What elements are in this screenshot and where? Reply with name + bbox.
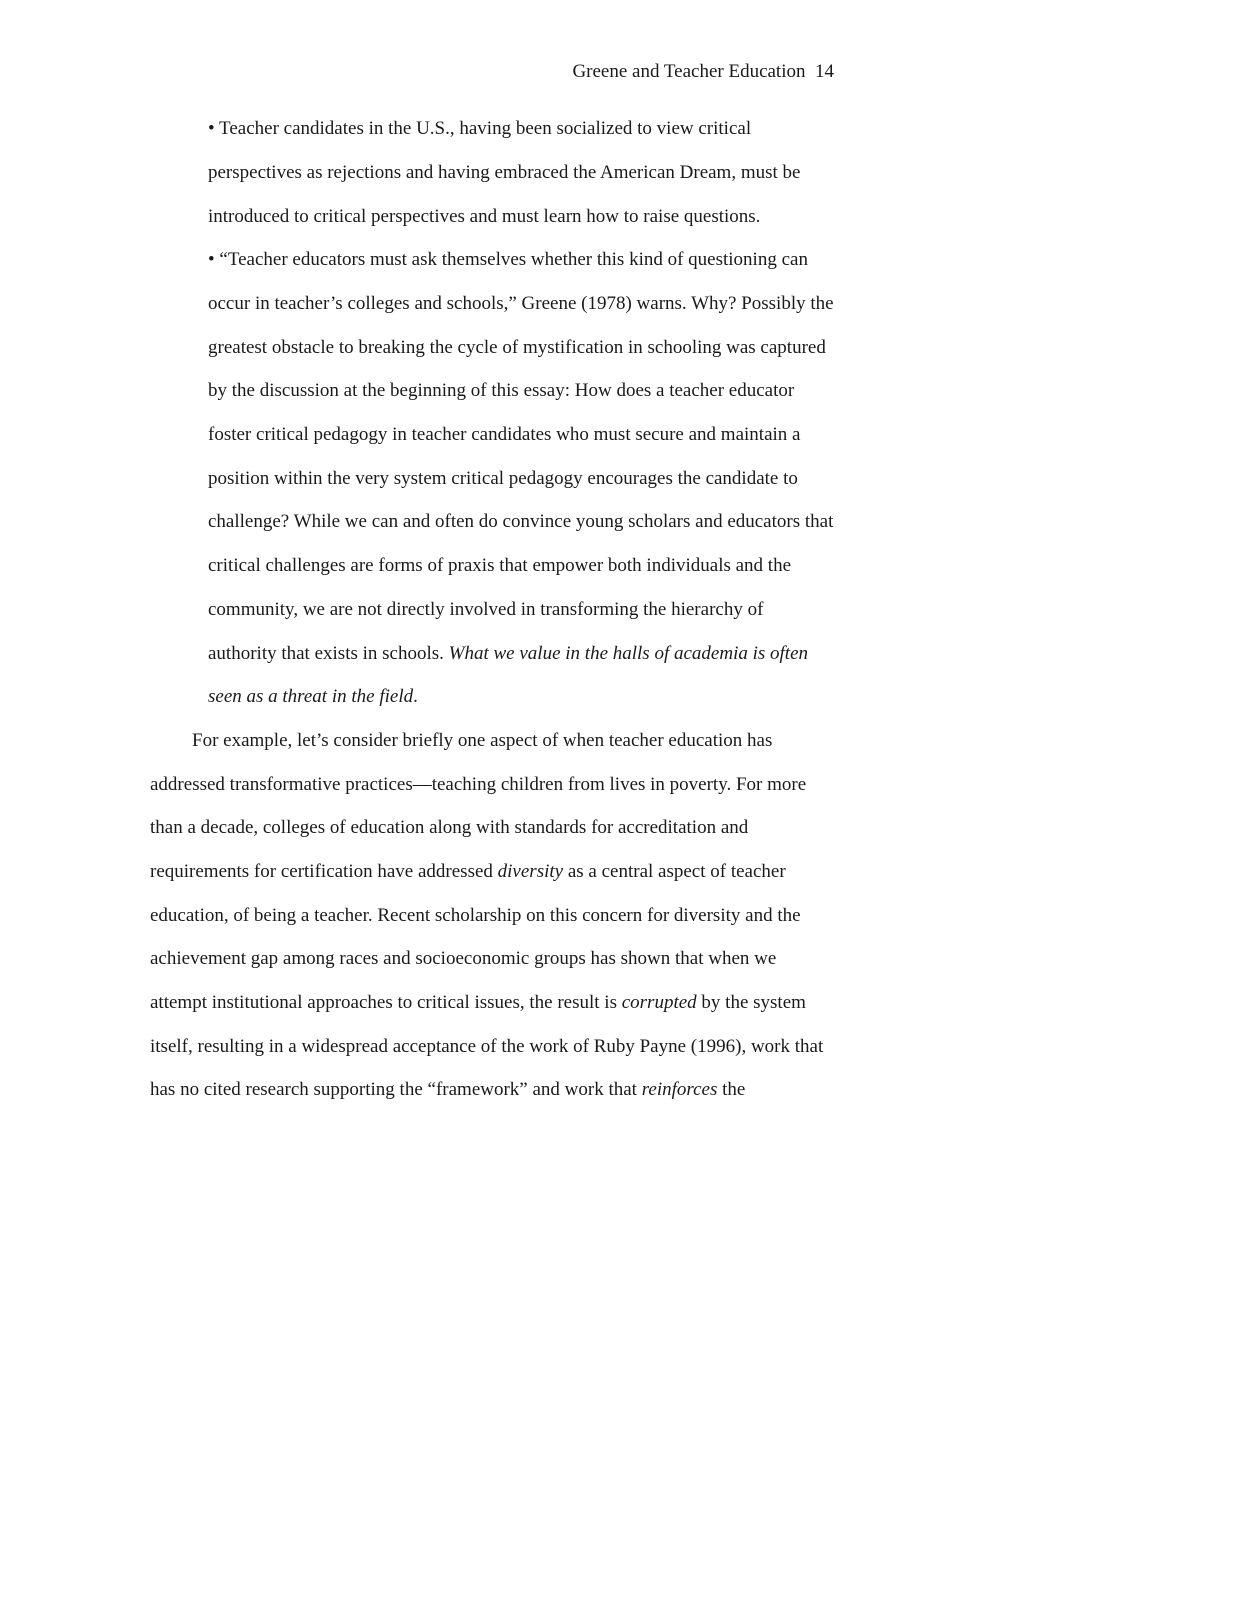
emphasized-text: diversity [497,861,564,882]
line-text: the [717,1079,746,1100]
running-title: Greene and Teacher Education [572,61,806,82]
paragraph-line: achievement gap among races and socioeconomic groups has shown that when we [150,948,777,969]
paragraph-line: education, of being a teacher. Recent scholarship on this concern for diversity and the [150,905,801,926]
bullet-line: greatest obstacle to breaking the cycle of mystification in schooling was captured [208,337,826,358]
running-header [572,58,834,86]
line-text: . [413,686,418,707]
bullet-line: position within the very system critical pedagogy encourages the candidate to [208,468,798,489]
paragraph-line: For example, let’s consider briefly one aspect of when teacher education has [192,730,773,751]
paragraph-line: itself, resulting in a widespread acceptance of the work of Ruby Payne (1996), work that [150,1036,824,1057]
line-text: has no cited research supporting the “framework” and work that [150,1079,642,1100]
bullet-line [208,640,808,668]
line-text: by the system [696,992,806,1013]
emphasized-text: What we value in the halls of academia is often [448,643,809,664]
bullet-line: perspectives as rejections and having embraced the American Dream, must be [208,162,801,183]
paragraph-line: than a decade, colleges of education along with standards for accreditation and [150,817,749,838]
bullet-line: by the discussion at the beginning of this essay: How does a teacher educator [208,380,795,401]
emphasized-text: seen as a threat in the field [208,686,414,707]
bullet-line: occur in teacher’s colleges and schools,” Greene (1978) warns. Why? Possibly the [208,293,834,314]
emphasized-text: reinforces [641,1079,718,1100]
bullet-line [208,683,418,711]
bullet-line: • “Teacher educators must ask themselves whether this kind of questioning can [208,249,808,270]
emphasized-text: corrupted [621,992,697,1013]
line-text: requirements for certification have addressed [150,861,498,882]
paragraph-line [150,1076,745,1104]
bullet-line: • Teacher candidates in the U.S., having been socialized to view critical [208,118,752,139]
bullet-line: introduced to critical perspectives and must learn how to raise questions. [208,206,761,227]
bullet-line: challenge? While we can and often do convince young scholars and educators that [208,511,834,532]
line-text: authority that exists in schools. [208,643,449,664]
bullet-line: foster critical pedagogy in teacher candidates who must secure and maintain a [208,424,801,445]
paragraph-line [150,989,806,1017]
paragraph-line: addressed transformative practices—teaching children from lives in poverty. For more [150,774,807,795]
page-number: 14 [815,61,834,82]
line-text: as a central aspect of teacher [563,861,786,882]
paragraph-line [150,858,786,886]
bullet-line: community, we are not directly involved in transforming the hierarchy of [208,599,764,620]
line-text: attempt institutional approaches to critical issues, the result is [150,992,622,1013]
bullet-line: critical challenges are forms of praxis that empower both individuals and the [208,555,792,576]
